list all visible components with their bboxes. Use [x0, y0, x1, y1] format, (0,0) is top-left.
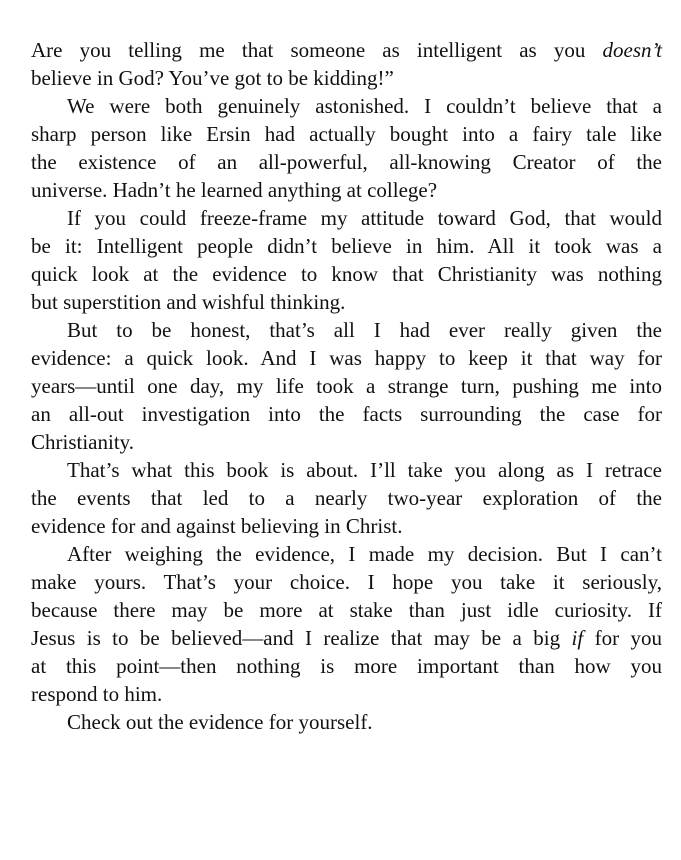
text-segment: because there may be more at stake than just idle curiosity. If: [31, 598, 662, 622]
text-line: [31, 92, 662, 120]
text-segment: make yours. That’s your choice. I hope you take it seriously,: [31, 570, 662, 594]
text-segment: Are you telling me that someone as intelligent as you: [31, 38, 603, 62]
text-line: [31, 372, 662, 400]
text-segment: but superstition and wishful thinking.: [31, 290, 346, 314]
text-segment: be it: Intelligent people didn’t believe in him. All it took was a: [31, 234, 662, 258]
text-line: [31, 456, 662, 484]
text-segment: Christianity.: [31, 430, 135, 454]
text-segment: But to be honest, that’s all I had ever really given the: [67, 318, 662, 342]
text-segment: evidence: a quick look. And I was happy to keep it that way for: [31, 346, 662, 370]
text-segment: That’s what this book is about. I’ll take you along as I retrace: [67, 458, 662, 482]
italic-text: if: [571, 626, 584, 650]
text-line: [31, 260, 662, 288]
paragraph: [31, 540, 662, 708]
text-line: [31, 36, 662, 64]
text-segment: Check out the evidence for yourself.: [67, 710, 373, 734]
text-line: [31, 400, 662, 428]
text-line: [31, 64, 662, 92]
text-line: [31, 288, 662, 316]
text-line: [31, 540, 662, 568]
text-line: [31, 232, 662, 260]
text-segment: universe. Hadn’t he learned anything at college?: [31, 178, 438, 202]
text-segment: If you could freeze-frame my attitude toward God, that would: [67, 206, 662, 230]
text-line: [31, 680, 662, 708]
text-segment: Jesus is to be believed—and I realize that may be a big: [31, 626, 572, 650]
text-line: [31, 316, 662, 344]
text-line: [31, 596, 662, 624]
text-line: [31, 568, 662, 596]
text-line: [31, 120, 662, 148]
text-segment: evidence for and against believing in Christ.: [31, 514, 403, 538]
text-line: [31, 148, 662, 176]
paragraph: [31, 36, 662, 92]
text-line: [31, 708, 662, 736]
paragraph: [31, 456, 662, 540]
text-line: [31, 512, 662, 540]
text-segment: quick look at the evidence to know that Christianity was nothing: [31, 262, 662, 286]
text-segment: the existence of an all-powerful, all-knowing Creator of the: [31, 150, 662, 174]
text-line: [31, 176, 662, 204]
text-segment: at this point—then nothing is more important than how you: [31, 654, 662, 678]
text-line: [31, 204, 662, 232]
paragraph: [31, 708, 662, 736]
text-segment: We were both genuinely astonished. I couldn’t believe that a: [67, 94, 662, 118]
italic-text: doesn’t: [602, 38, 662, 62]
paragraph: [31, 204, 662, 316]
text-line: [31, 652, 662, 680]
paragraph: [31, 316, 662, 456]
text-line: [31, 428, 662, 456]
text-line: [31, 484, 662, 512]
book-page: [31, 36, 662, 736]
text-segment: believe in God? You’ve got to be kidding!”: [31, 66, 394, 90]
text-segment: sharp person like Ersin had actually bought into a fairy tale like: [31, 122, 662, 146]
text-line: [31, 344, 662, 372]
text-segment: respond to him.: [31, 682, 163, 706]
text-segment: for you: [583, 626, 662, 650]
text-segment: After weighing the evidence, I made my decision. But I can’t: [67, 542, 662, 566]
text-line: [31, 624, 662, 652]
text-segment: the events that led to a nearly two-year exploration of the: [31, 486, 662, 510]
text-segment: an all-out investigation into the facts surrounding the case for: [31, 402, 662, 426]
paragraph: [31, 92, 662, 204]
text-segment: years—until one day, my life took a strange turn, pushing me into: [31, 374, 662, 398]
